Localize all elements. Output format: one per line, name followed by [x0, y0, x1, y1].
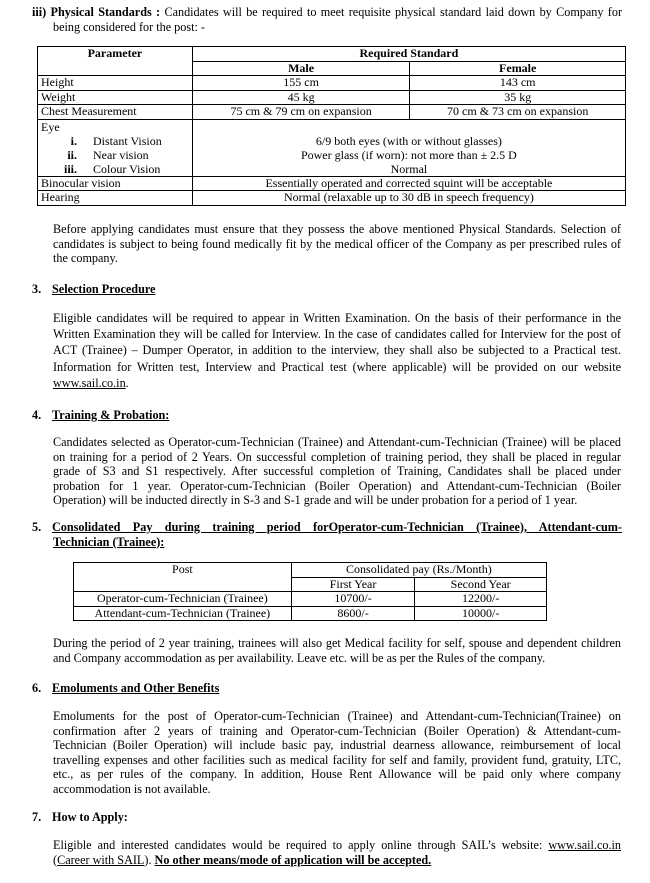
eye-num-1: i.: [70, 133, 77, 148]
section-number: 4.: [32, 408, 42, 422]
binocular-value: Essentially operated and corrected squint will be acceptable: [192, 176, 625, 191]
apply-body: Eligible and interested candidates would be required to apply online through SAIL’s website:: [53, 838, 543, 852]
eye-distant-value: 6/9 both eyes (with or without glasses): [315, 133, 502, 148]
training-heading: [32, 408, 169, 423]
section-title: Physical Standards :: [50, 5, 161, 19]
param-label: Weight: [38, 90, 193, 105]
sail-website-link[interactable]: www.sail.co.in: [548, 838, 621, 852]
eye-near-value: Power glass (if worn): not more than ± 2.5 D: [300, 147, 517, 162]
eye-param-cell: [38, 119, 193, 176]
section-title: Training & Probation:: [52, 408, 170, 422]
apply-text: [53, 838, 621, 867]
second-year-pay: 12200/-: [415, 592, 547, 607]
header-first-year: First Year: [291, 577, 415, 592]
row-chest: [38, 105, 626, 120]
row-hearing: [38, 191, 626, 206]
pay-heading-line2: [53, 535, 164, 550]
physical-standards-table: [37, 46, 626, 206]
section-number: 3.: [32, 282, 42, 296]
second-year-pay: 10000/-: [415, 606, 547, 621]
pay-note: During the period of 2 year training, trainees will also get Medical facility for self, spouse and dependent children and Company accommodation as per availability. Leave etc. will be as per the Rules of the company.: [53, 636, 621, 665]
intro-text-line1: Candidates will be required to meet requisite physical standard laid down by Company for: [164, 5, 623, 19]
training-text: Candidates selected as Operator-cum-Technician (Trainee) and Attendant-cum-Technician (Trainee) will be placed on training for a period of 2 Years. On successful completion of training period, they shall be placed in regular grade of S3 and S1 respectively. After successful completion of Training, Candidates shall be placed under probation for 1 year. Operator-cum-Technician (Boiler Operation) and Attendant-cum-Technician (Boiler Operation) will be inducted directly in S-3 and S-1 grade and will be under probation for a period of 1 year.: [53, 435, 621, 508]
header-second-year: Second Year: [415, 577, 547, 592]
physical-standards-intro-line2: being considered for the post: -: [53, 19, 205, 34]
row-binocular: [38, 176, 626, 191]
section-title: Emoluments and Other Benefits: [52, 681, 220, 695]
pay-heading: [32, 520, 622, 535]
eye-colour-label: Colour Vision: [93, 161, 161, 176]
career-open: (: [53, 852, 58, 867]
section-number: 6.: [32, 681, 42, 695]
post-name: Attendant-cum-Technician (Trainee): [74, 606, 292, 621]
first-year-pay: 10700/-: [291, 592, 415, 607]
female-value: 70 cm & 73 cm on expansion: [410, 105, 626, 120]
header-post: Post: [74, 563, 292, 592]
emoluments-heading: [32, 681, 219, 696]
career-with-sail-link[interactable]: Career with SAIL: [57, 852, 145, 867]
row-weight: [38, 90, 626, 105]
no-other-means-note: No other means/mode of application will be accepted.: [154, 852, 432, 867]
header-consolidated-pay: Consolidated pay (Rs./Month): [291, 563, 546, 578]
first-year-pay: 8600/-: [291, 606, 415, 621]
param-label: Hearing: [38, 191, 193, 206]
selection-end: .: [125, 375, 129, 390]
emoluments-text: Emoluments for the post of Operator-cum-Technician (Trainee) and Attendant-cum-Technician(Trainee) on confirmation after 2 years of training and Operator-cum-Technician (Boiler Operation) & Attendant-cum-Technician (Boiler Operation) will include basic pay, industrial dearness allowance, reimbursement of local travelling expenses and other facilities such as medical facility for self and family, provident fund, gratuity, LTC, etc., as per rules of the company. In addition, House Rent Allowance will be paid only where company accommodation is not available.: [53, 709, 621, 796]
header-parameter: Parameter: [38, 47, 193, 76]
eye-label: Eye: [41, 119, 60, 134]
sail-website-link[interactable]: www.sail.co.in: [53, 375, 126, 390]
selection-text: [53, 310, 621, 391]
table-row: [74, 606, 547, 621]
male-value: 75 cm & 79 cm on expansion: [192, 105, 410, 120]
eye-near-label: Near vision: [93, 147, 149, 162]
eye-num-2: ii.: [67, 147, 77, 162]
header-required-standard: Required Standard: [192, 47, 625, 62]
section-label: iii): [32, 5, 47, 19]
section-title: Selection Procedure: [52, 282, 156, 296]
section-title-line1: Consolidated Pay during training period forOperator-cum-Technician (Trainee), Attendant-cum-: [52, 520, 622, 534]
header-male: Male: [192, 61, 410, 76]
section-title-line2: Technician (Trainee):: [53, 534, 165, 549]
row-eye: [38, 119, 626, 176]
row-height: [38, 76, 626, 91]
apply-heading: [32, 810, 128, 825]
header-female: Female: [410, 61, 626, 76]
consolidated-pay-table: [73, 562, 547, 621]
eye-distant-label: Distant Vision: [93, 133, 162, 148]
eye-colour-value: Normal: [390, 161, 428, 176]
post-name: Operator-cum-Technician (Trainee): [74, 592, 292, 607]
female-value: 143 cm: [410, 76, 626, 91]
physical-standards-intro: [32, 5, 622, 20]
career-close: ).: [144, 852, 152, 867]
hearing-value: Normal (relaxable up to 30 dB in speech frequency): [192, 191, 625, 206]
selection-body: Eligible candidates will be required to appear in Written Examination. On the basis of their performance in the Written Examination they will be called for Interview. In the case of candidates called for Interview for the post of ACT (Trainee) – Dumper Operator, in addition to the interview, they shall also be subjected to a Practical test. Information for Written test, Interview and Practical test (where applicable) will be provided on our website: [53, 311, 621, 374]
section-title: How to Apply:: [52, 810, 128, 824]
male-value: 155 cm: [192, 76, 410, 91]
eye-num-3: iii.: [63, 161, 77, 176]
param-label: Height: [38, 76, 193, 91]
section-number: 5.: [32, 520, 42, 534]
param-label: Chest Measurement: [38, 105, 193, 120]
eye-values-cell: [192, 119, 625, 176]
section-number: 7.: [32, 810, 42, 824]
female-value: 35 kg: [410, 90, 626, 105]
male-value: 45 kg: [192, 90, 410, 105]
physical-standards-note: Before applying candidates must ensure that they possess the above mentioned Physical Standards. Selection of candidates is subject to being found medically fit by the medical officer of the Company as per prescribed rules of the company.: [53, 222, 621, 266]
param-label: Binocular vision: [38, 176, 193, 191]
selection-heading: [32, 282, 155, 297]
table-row: [74, 592, 547, 607]
